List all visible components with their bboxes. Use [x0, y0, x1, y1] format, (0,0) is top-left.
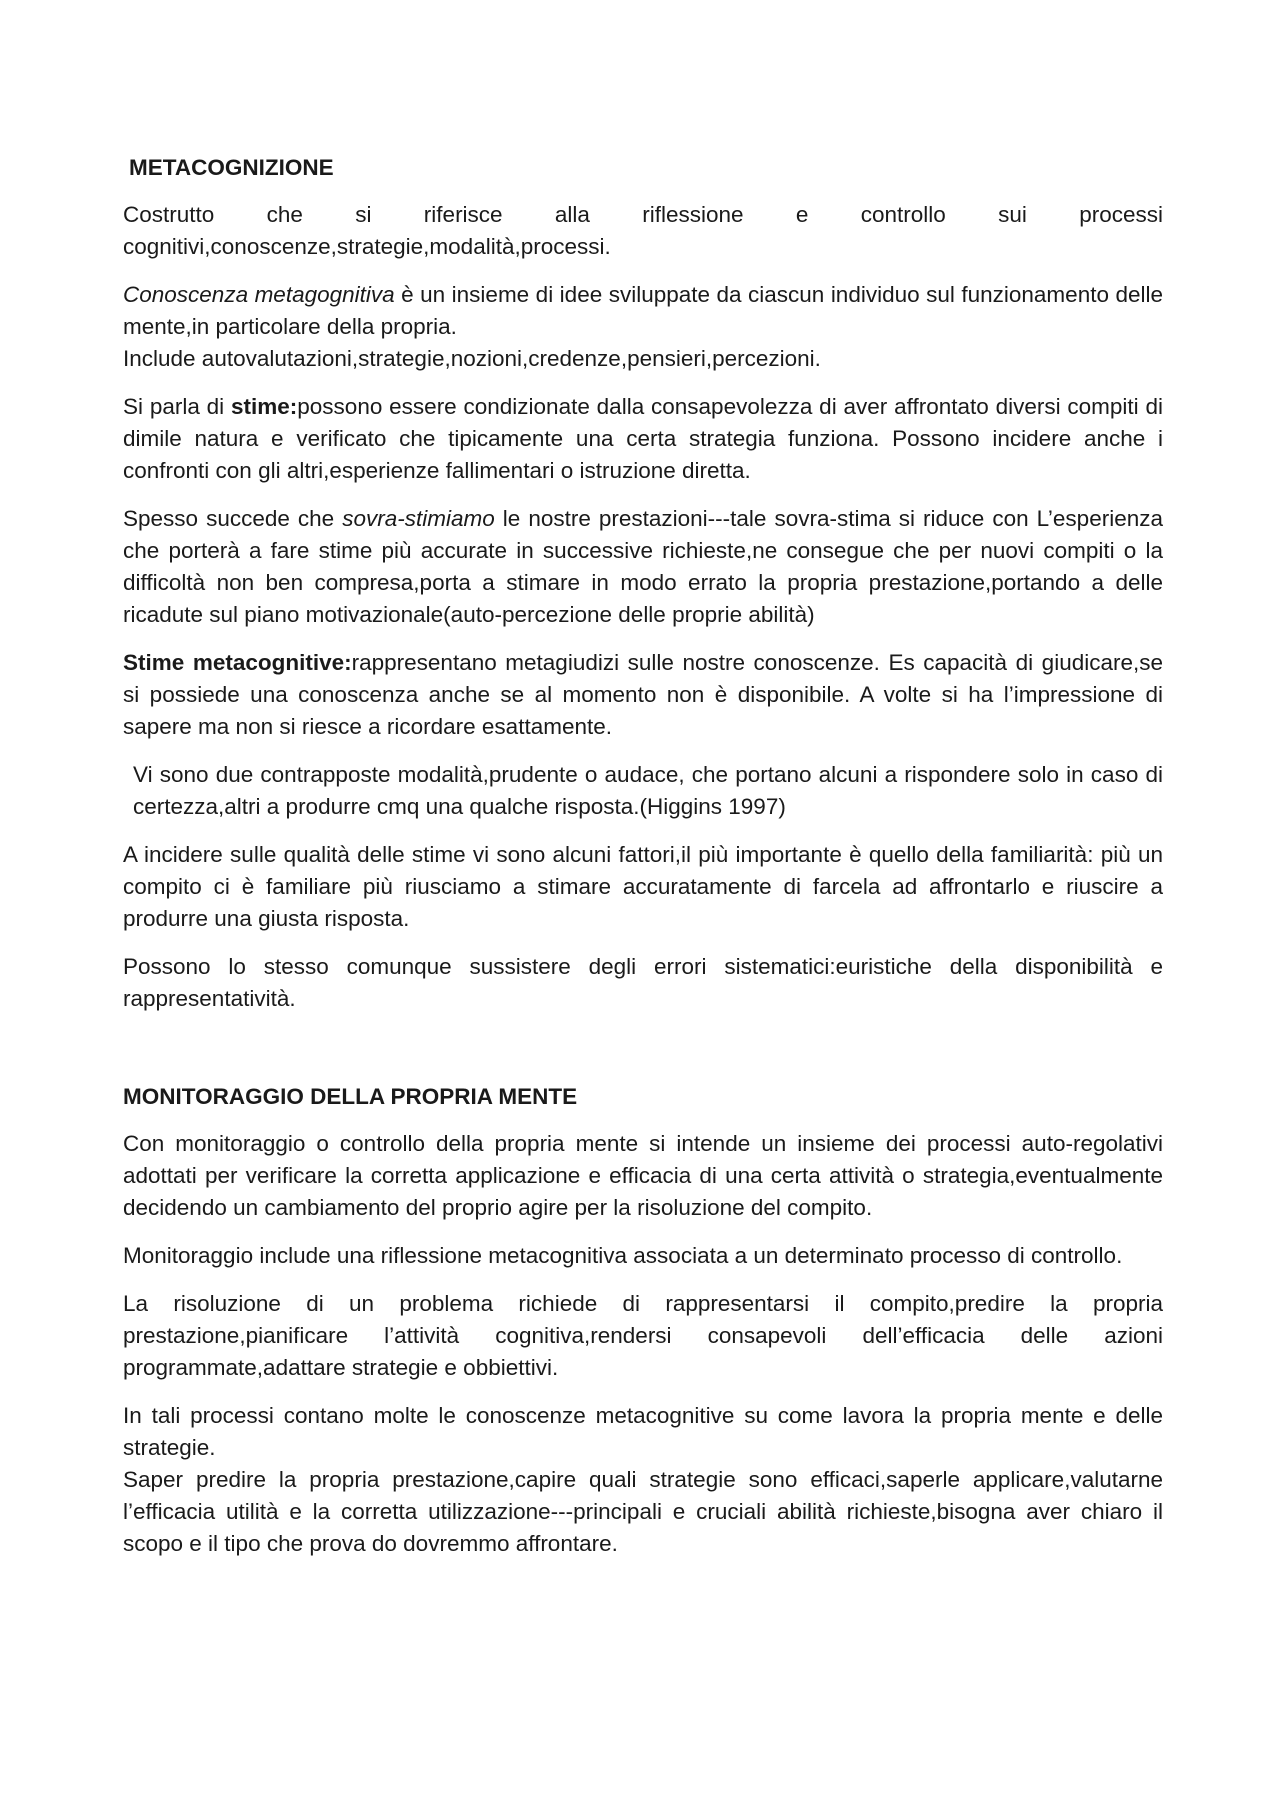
paragraph-stime-metacognitive [123, 647, 1163, 743]
italic-term: sovra-stimiamo [342, 506, 495, 531]
italic-term: Conoscenza metagognitiva [123, 282, 395, 307]
paragraph-text: rappresentano metagiudizi sulle nostre conoscenze. Es capacità di giudicare,se si possiede una conoscenza anche se al momento non è disponibile. A volte si ha l’impressione di sapere ma non si riesce a ricordare esattamente. [123, 650, 1164, 739]
paragraph-saper-predire: Saper predire la propria prestazione,capire quali strategie sono efficaci,saperle applicare,valutarne l’efficacia utilità e la corretta utilizzazione---principali e cruciali abilità richieste,bisogna aver chiaro il scopo e il tipo che prova do dovremmo affrontare. [123, 1467, 1163, 1556]
paragraph-conoscenza [123, 279, 1163, 343]
paragraph-modalita: Vi sono due contrapposte modalità,prudente o audace, che portano alcuni a rispondere solo in caso di certezza,altri a produrre cmq una qualche risposta.(Higgins 1997) [133, 762, 1163, 819]
paragraph-text: Spesso succede che [123, 506, 343, 531]
paragraph-text: è un insieme di idee sviluppate da ciascun individuo sul funzionamento delle mente,in particolare della propria. [123, 282, 1163, 339]
paragraph-risoluzione: La risoluzione di un problema richiede di rappresentarsi il compito,predire la propria prestazione,pianificare l’attività cognitiva,rendersi consapevoli dell’efficacia delle azioni programmate,adattare strategie e obbiettivi. [123, 1291, 1163, 1380]
paragraph-definition: Costrutto che si riferisce alla riflessione e controllo sui processi cognitivi,conoscenze,strategie,modalità,processi. [123, 202, 1163, 259]
paragraph-text: Si parla di [123, 394, 231, 419]
section-title-monitoraggio: MONITORAGGIO DELLA PROPRIA MENTE [123, 1084, 578, 1109]
paragraph-text: le nostre prestazioni---tale sovra-stima si riduce con L’esperienza che porterà a fare stime più accurate in successive richieste,ne consegue che per nuovi compiti o la difficoltà non ben compresa,porta a stimare in modo errato la propria prestazione,portando a delle ricadute sul piano motivazionale(auto-percezione delle proprie abilità) [123, 506, 1163, 627]
bold-term: Stime metacognitive: [123, 650, 352, 675]
paragraph-stime [123, 391, 1163, 487]
paragraph-sovrastima [123, 503, 1163, 631]
paragraph-text: possono essere condizionate dalla consapevolezza di aver affrontato diversi compiti di dimile natura e verificato che tipicamente una certa strategia funziona. Possono incidere anche i confronti con gli altri,esperienze fallimentari o istruzione diretta. [123, 394, 1163, 483]
section-title-metacognizione: METACOGNIZIONE [129, 155, 334, 180]
document-body [123, 152, 1163, 1576]
bold-term: stime: [231, 394, 298, 419]
paragraph-monitoraggio-include: Monitoraggio include una riflessione metacognitiva associata a un determinato processo di controllo. [123, 1243, 1123, 1268]
paragraph-monitoraggio-definition: Con monitoraggio o controllo della propria mente si intende un insieme dei processi auto-regolativi adottati per verificare la corretta applicazione e efficacia di una certa attività o strategia,eventualmente decidendo un cambiamento del proprio agire per la risoluzione del compito. [123, 1131, 1163, 1220]
paragraph-errori: Possono lo stesso comunque sussistere degli errori sistematici:euristiche della disponibilità e rappresentatività. [123, 954, 1163, 1011]
paragraph-include: Include autovalutazioni,strategie,nozioni,credenze,pensieri,percezioni. [123, 346, 821, 371]
paragraph-processi: In tali processi contano molte le conoscenze metacognitive su come lavora la propria mente e delle strategie. [123, 1403, 1163, 1460]
paragraph-fattori: A incidere sulle qualità delle stime vi sono alcuni fattori,il più importante è quello della familiarità: più un compito ci è familiare più riusciamo a stimare accuratamente di farcela ad affrontarlo e riuscire a produrre una giusta risposta. [123, 842, 1163, 931]
